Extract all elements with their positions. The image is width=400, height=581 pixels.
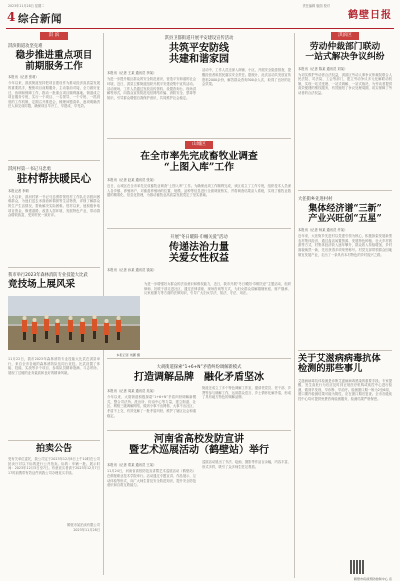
article-divider — [107, 358, 291, 359]
article-headline: 传递法治力量 — [169, 242, 229, 253]
article-body: 为进一步提升辖区群众的安全防范意识，营造平安和谐的社会环境，近日，淇县卫都街道组织开展平安建设集中宣传活动。活动现场，工作人员通过发放宣传资料、设置咨询台、现场讲解等形式，向群众宣传防范电信网络诈骗、消防安全、禁毒等知识，引导群众增强自我保护意识，共同维护社会稳定。 — [107, 77, 196, 100]
article-body: 街道还成立了多个特色调解工作室，邀请老党员、老干部、乡贤等参与调解工作，运用群众语言、乡土情怀化解矛盾，形成了具有地方特色的调解品牌。 — [202, 386, 291, 400]
article-headline: 竞技场上展风采 — [8, 279, 76, 290]
notice-date: 2023年11月28日 — [73, 527, 100, 532]
article-byline: 本报讯（记者 陈某 通讯员 刘某） — [298, 66, 348, 71]
region-tag: 淇滨区 — [331, 32, 359, 40]
article-body: 为切实维护劳动者合法权益，淇滨区劳动人事争议仲裁院联合人民法院、司法局、工会等部门，建立劳动争议多元化解联动机制，实现一站式受理、一站式调解、一站式裁决，为劳动者提供高效便捷的维权服务，有效缩短了争议处理周期，切实保障了劳动者的合法权益。 — [298, 72, 392, 96]
article-body: 艾滋病病毒抗体检测是诊断艾滋病病毒感染的重要手段。专家提醒，发生高危行为后应及时到正规医疗机构或疾控中心进行检测，做到早发现、早诊断、早治疗。检测窗口期一般为2至6周，窗口期内检测结果可能为阴性，应在窗口期后复查。全市各级疾控中心均可提供免费咨询检测服务，检测结果严格保密。 — [298, 378, 392, 401]
edition-date: 2023年11月28日 星期二 — [8, 4, 45, 8]
article-byline: 本报讯（记者 周某 通讯员 吴某） — [107, 389, 157, 394]
article-headline: 共筑平安防线 — [169, 43, 229, 54]
article-headline: 驻村帮扶暖民心 — [16, 173, 92, 185]
photo-credit: 本报记者 刘鹏 摄 — [116, 353, 140, 357]
editor-credits: 责任编辑 版面 校对 — [302, 4, 330, 8]
article-body: 巡展活动展出了书法、绘画、摄影等作品百余幅，内容丰富、形式多样，吸引了众多师生驻足观看。 — [202, 460, 291, 469]
article-body: 今年以来，淇滨街道坚持把项目建设作为推动经济高质量发展的重要抓手，聚焦项目前期服务，主动靠前对接，全力做好征迁、协调和保障工作，推动一批重点项目顺利落地。街道成立项目服务专班，实行一个项目、一名领导、一个专班、一抓到底的工作机制，定期召开推进会，梳理问题清单，逐项明确责任人和完成时限，确保项目早开工、早建成、早见效。 — [8, 81, 100, 109]
masthead — [0, 0, 400, 30]
article-headline: 共建和谐家园 — [169, 54, 229, 66]
article-body: 为进一步增强妇女群众的法治意识和维权能力，近日，我市开展“冬日暖阳·巾帼关爱”主题活动，组织律师、妇联干部走进社区，通过法律讲座、现场咨询等方式，为妇女群众讲解婚姻家庭、财产继承、反家庭暴力等方面的法律知识，引导广大妇女学法、知法、守法、用法。 — [144, 282, 291, 296]
article-mediation — [107, 361, 291, 435]
article-byline: 本报讯（记者 赵某 通讯员 张某） — [107, 177, 157, 182]
article-body: 入冬以来，淇河村第一书记马忠勇带领驻村工作队走访慰问困难群众，为他们送去米面油和棉被等生活物资，详细了解群众的生产生活情况，帮助解决实际困难。驻村以来，他积极争取项目资金，修建道路，改善人居环境，发展特色产业，带动群众增收致富，受到村民一致好评。 — [8, 194, 100, 218]
article-women-body — [144, 282, 291, 354]
article-headline: 产业兴旺创“五星” — [308, 214, 382, 225]
auction-notice — [8, 444, 100, 532]
masthead-rule — [6, 28, 394, 29]
article-safety — [107, 32, 291, 127]
article-headline: 关爱女性权益 — [169, 253, 229, 265]
article-divider — [8, 160, 100, 161]
article-byline: 本报讯（记者 孙某 通讯员 钱某） — [107, 268, 157, 273]
qr-code-icon — [350, 560, 364, 574]
article-firefight-heading — [8, 269, 100, 291]
article-kicker: 我市举行2023年森林消防专业技能大比武 — [8, 273, 88, 278]
article-headline: 在全市率先完成畜牧业调查 — [140, 151, 258, 162]
article-body: 11月22日，我市2023年森林消防专业技能大比武在淇县举行，来自全市各地的森林消防队伍同台竞技。比武设置了体能、技能、实战等多个项目，参赛队员精神饱满、斗志昂扬，展现了过硬的业务素质和良好的精神风貌。 — [8, 357, 100, 375]
article-headline: 稳步推进重点项目 — [15, 50, 93, 61]
article-firefight-body — [8, 357, 100, 435]
article-body: 活动中，工作人员还深入商铺、小区，开展安全隐患排查，提醒经营者和居民落实安全责任。据统计，此次活动共发放宣传资料2000余份，解答群众咨询300余人次，取得了良好的社会效果。 — [202, 68, 291, 87]
notice-signature: 鹤壁市某拍卖有限公司 — [67, 523, 100, 528]
region-tag: 淇 滨 — [40, 32, 68, 40]
health-footer: 鹤壁市疾病预防控制中心 宣 — [353, 577, 392, 581]
article-juyuan — [8, 163, 100, 255]
region-tag: 山城区 — [185, 141, 213, 149]
article-headline: 劳动仲裁部门联动 — [309, 42, 381, 52]
article-divider — [8, 267, 100, 268]
article-qibin — [8, 32, 100, 159]
section-title: 综合新闻 — [18, 13, 62, 25]
article-divider — [298, 190, 392, 191]
article-headline: 关于艾滋病病毒抗体 — [298, 353, 381, 364]
article-labor — [298, 32, 392, 183]
article-divider — [107, 430, 291, 431]
article-body: 11月24日，河南省高校防范宣讲暨艺术巡展活动（鹤壁站）在鹤壁职业技术学院举行。活动通过专题宣讲、作品展示、互动体验等形式，向广大师生普及安全防范知识，提升安全防范意识和自救互救能力。 — [107, 469, 196, 488]
article-kicker: 淇滨街道攻坚克难 — [8, 44, 43, 49]
article-divider — [298, 350, 392, 351]
article-women — [107, 231, 291, 274]
article-divider — [107, 138, 291, 139]
article-body: 受有关单位委托，我公司定于2023年12月8日上午10时在公司拍卖厅对以下标的进行公开拍卖。标的：车辆一批。展示时间：2023年12月5日至7日。有意竞买者请于2023年12月7日17时前携带有效证件到我公司办理竞买手续。 — [8, 457, 100, 475]
article-body: 近日，山城区在全市率先完成畜牧业调查“上图入库”工作。为确保此项工作顺利完成，该区成立了工作专班，组织技术人员深入各乡镇、养殖场户，对畜禽养殖场的位置、规模、品种等信息进行全面调查核实，并将调查结果录入系统，实现了畜牧业数据的精准化、信息化管理，为推动畜牧业高质量发展奠定了坚实基础。 — [107, 183, 291, 198]
newspaper-logo: 鹤壁日报 — [348, 10, 392, 21]
article-headline: 检测的那些事儿 — [298, 363, 363, 375]
article-headline: 集体经济谱“三新” — [308, 204, 382, 214]
article-divider — [107, 228, 291, 229]
article-kicker: 开展“冬日暖阳·巾帼关爱”活动 — [170, 235, 228, 240]
article-headline: 河南省高校发防宣讲 — [154, 434, 244, 445]
article-byline: 本报讯（记者 王某 通讯员 李某） — [107, 71, 157, 76]
article-headline: 拍卖公告 — [35, 444, 72, 454]
article-body: 近年来，大伾街乡先进村以党建引领为核心，积极探索发展新型农村集体经济，通过盘活闲置资源、发展特色种植、壮大乡村旅游等方式，村集体经济收入逐年攀升，群众收入持续增加，乡村面貌焕然一新，先后获得多项荣誉称号。村党支部带领群众因地制宜发展产业，走出了一条具有本村特色的乡村振兴之路。 — [298, 234, 392, 257]
article-body: 今年以来，大胡街道积极探索“1+6+N”矛盾纠纷调解新模式，整合司法所、派出所、综治中心等力量，建立街道、社区、网格三级调解网络，做到小事不出网格、大事不出社区、矛盾不上交，有效化解了一批矛盾纠纷，维护了辖区社会和谐稳定。 — [107, 395, 196, 418]
article-kicker: 大胡街道探索“1+6+N”矛盾纠纷调解新模式 — [156, 365, 242, 370]
article-divider — [8, 440, 100, 441]
article-headline: 打造调解品牌 融化矛盾坚冰 — [134, 372, 264, 383]
article-shancheng — [107, 141, 291, 212]
column-divider — [294, 33, 295, 578]
firefighter-photo — [8, 296, 140, 350]
article-headline: “上图入库”工作 — [163, 161, 235, 173]
article-health — [298, 354, 392, 547]
article-headline: 一站式解决争议纠纷 — [305, 51, 385, 62]
article-byline: 本报讯（记者 杨某 通讯员 许某） — [298, 228, 348, 233]
article-byline: 本报讯（记者 张莉） — [8, 75, 39, 80]
page-number: 4 — [7, 10, 16, 24]
article-kicker: 淇县卫都街道开展平安建设宣传活动 — [164, 36, 234, 41]
article-byline: 本报讯（记者 郑某 通讯员 王某） — [107, 463, 157, 468]
article-byline: 本报记者 李莉 — [8, 188, 29, 193]
article-headline: 前期服务工作 — [25, 60, 83, 72]
article-village — [298, 193, 392, 334]
article-headline: 暨艺术巡展活动（鹤壁站）举行 — [129, 445, 269, 457]
article-fire-edu — [107, 434, 291, 569]
article-kicker: 大伾街乡先进村村 — [298, 197, 333, 202]
article-kicker: 淇河村第一书记马忠勇 — [8, 167, 51, 172]
